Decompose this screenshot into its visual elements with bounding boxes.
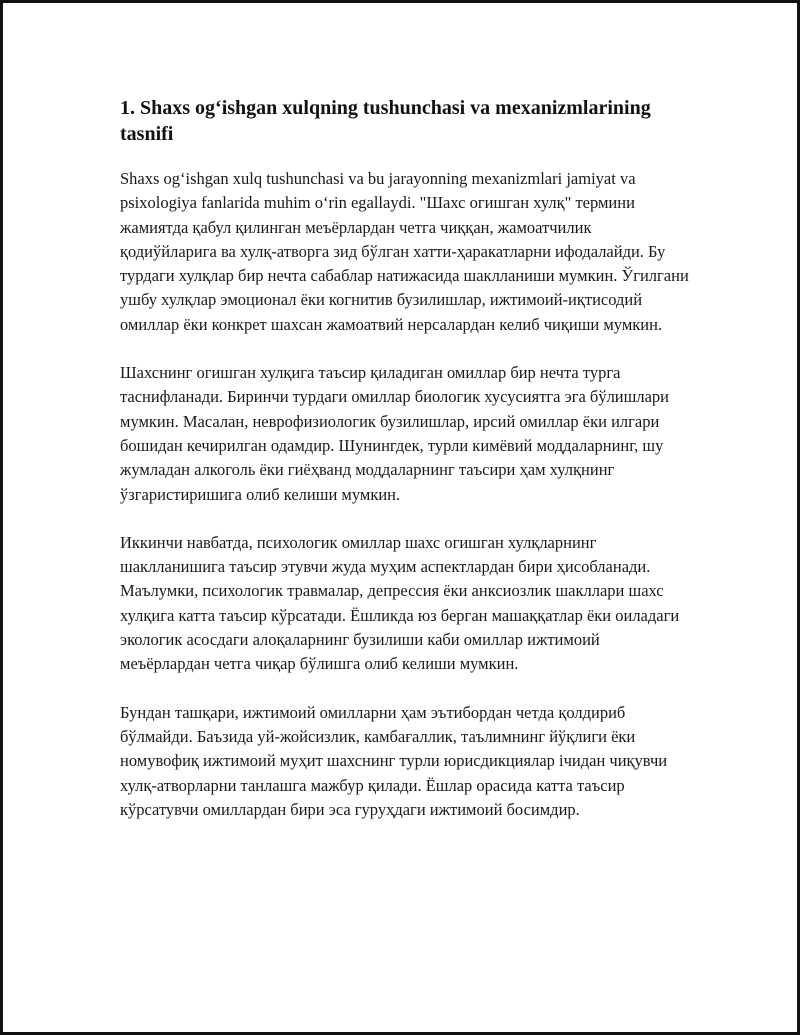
document-body bbox=[120, 95, 690, 846]
paragraph-4: Бундан ташқари, ижтимоий омилларни ҳам эътибордан четда қолдириб бўлмайди. Баъзида уй-жойсизлик, камбағаллик, таълимнинг йўқлиги ёки номувофиқ ижтимоий муҳит шахснинг турли юрисдикциялар ічидан чиқувчи хулқ-атворларни танлашга мажбур қилади. Ёшлар орасида катта таъсир кўрсатувчи омиллардан бири эса гуруҳдаги ижтимоий босимдир. bbox=[120, 702, 668, 819]
paragraph-3: Иккинчи навбатда, психологик омиллар шахс огишган хулқларнинг шаклланишига таъсир этувчи жуда муҳим аспектлардан бири ҳисобланади. Маълумки, психологик травмалар, депрессия ёки анксиозлик шакллари шахс хулқига катта таъсир кўрсатади. Ёшликда юз берган машаққатлар ёки оиладаги экологик асосдаги алоқаларнинг бузилиши каби омиллар ижтимоий меъёрлардан четга чиқар бўлишга олиб келиши мумкин. bbox=[120, 532, 680, 674]
paragraph-2: Шахснинг огишган хулқига таъсир қиладиган омиллар бир нечта турга таснифланади. Биринчи турдаги омиллар биологик хусусиятга эга бўлишлари мумкин. Масалан, неврофизиологик бузилишлар, ирсий омиллар ёки илгари бошидан кечирилган одамдир. Шунингдек, турли кимёвий моддаларнинг, шу жумладан алкоголь ёки гиёҳванд моддаларнинг таъсири ҳам хулқнинг ўзгаристиришига олиб келиши мумкин. bbox=[120, 363, 669, 504]
section-heading: 1. Shaxs og‘ishgan xulqning tushunchasi va mexanizmlarining tasnifi bbox=[120, 97, 651, 145]
paragraph-1: Shaxs og‘ishgan xulq tushunchasi va bu jarayonning mexanizmlari jamiyat va psixologiya fanlarida muhim o‘rin egallaydi. "Шахс огишган хулқ" термини жамиятда қабул қилинган меъёрлардан четга чиққан, жамоатчилик қодиўйларига ва хулқ-атворга зид бўлган хатти-ҳаракатларни ифодалайди. Бу турдаги хулқлар бир нечта сабаблар натижасида шаклланиши мумкин. Ўгилгани ушбу хулқлар эмоционал ёки когнитив бузилишлар, ижтимоий-иқтисодий омиллар ёки конкрет шахсан жамоатвий нерсалардан келиб чиқиши мумкин. bbox=[120, 169, 689, 334]
